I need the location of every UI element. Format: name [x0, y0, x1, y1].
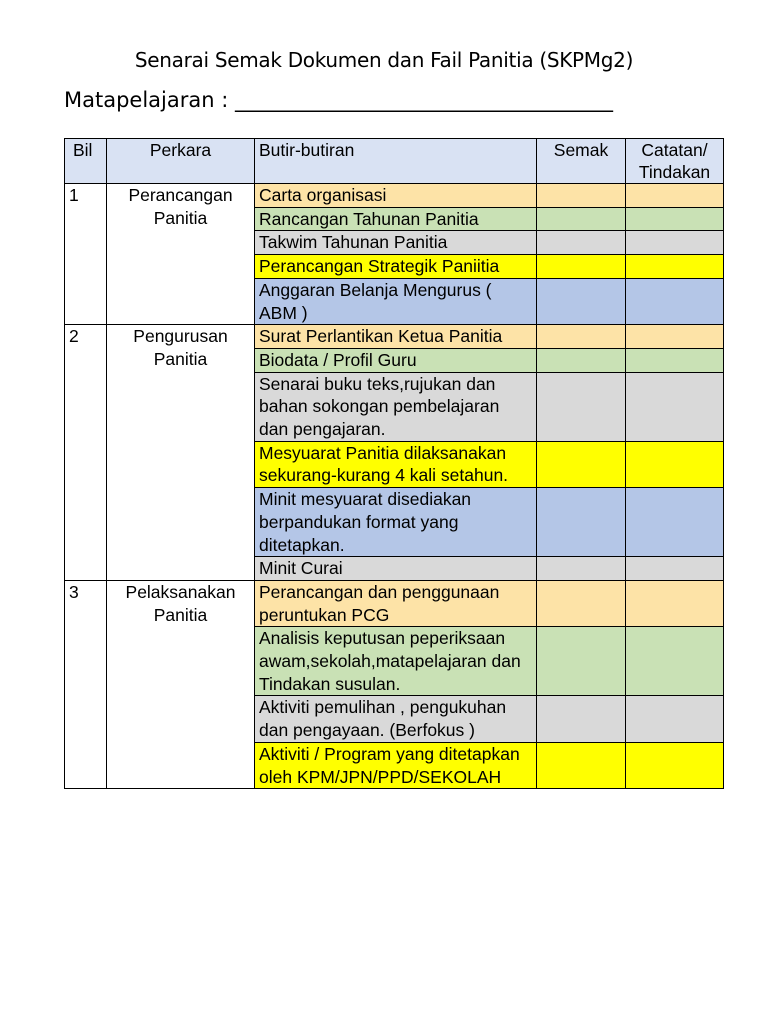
- catatan-cell[interactable]: [626, 207, 724, 231]
- catatan-cell[interactable]: [626, 441, 724, 487]
- checklist-item: Aktiviti pemulihan , pengukuhan dan pengayaan. (Berfokus ): [255, 696, 537, 742]
- checklist-item: Aktiviti / Program yang ditetapkan oleh KPM/JPN/PPD/SEKOLAH: [255, 742, 537, 788]
- checklist-item: Surat Perlantikan Ketua Panitia: [255, 325, 537, 349]
- checklist-body: [65, 184, 724, 789]
- checklist-item: Mesyuarat Panitia dilaksanakan sekurang-kurang 4 kali setahun.: [255, 441, 537, 487]
- header-catatan: Catatan/ Tindakan: [626, 139, 724, 184]
- catatan-cell[interactable]: [626, 184, 724, 208]
- semak-cell[interactable]: [537, 488, 626, 557]
- checklist-item: Minit Curai: [255, 557, 537, 581]
- checklist-item: Senarai buku teks,rujukan dan bahan sokongan pembelajaran dan pengajaran.: [255, 372, 537, 441]
- subject-field-label: Matapelajaran : ____________________________________: [64, 88, 613, 112]
- semak-cell[interactable]: [537, 372, 626, 441]
- semak-cell[interactable]: [537, 580, 626, 626]
- document-title: Senarai Semak Dokumen dan Fail Panitia (SKPMg2): [134, 48, 634, 72]
- table-header-row: [65, 139, 724, 184]
- checklist-item: Minit mesyuarat disediakan berpandukan format yang ditetapkan.: [255, 488, 537, 557]
- semak-cell[interactable]: [537, 441, 626, 487]
- catatan-cell[interactable]: [626, 348, 724, 372]
- checklist-item: Anggaran Belanja Mengurus ( ABM ): [255, 278, 537, 324]
- header-bil: Bil: [65, 139, 107, 184]
- catatan-cell[interactable]: [626, 325, 724, 349]
- semak-cell[interactable]: [537, 255, 626, 279]
- section-number: 2: [65, 325, 107, 581]
- checklist-item: Carta organisasi: [255, 184, 537, 208]
- catatan-cell[interactable]: [626, 278, 724, 324]
- semak-cell[interactable]: [537, 184, 626, 208]
- header-semak: Semak: [537, 139, 626, 184]
- section-perkara: Perancangan Panitia: [107, 184, 255, 325]
- semak-cell[interactable]: [537, 557, 626, 581]
- checklist-item: Analisis keputusan peperiksaan awam,sekolah,matapelajaran dan Tindakan susulan.: [255, 627, 537, 696]
- checklist-item: Perancangan dan penggunaan peruntukan PCG: [255, 580, 537, 626]
- semak-cell[interactable]: [537, 325, 626, 349]
- catatan-cell[interactable]: [626, 557, 724, 581]
- section-perkara: Pelaksanakan Panitia: [107, 580, 255, 788]
- table-row: [65, 580, 724, 626]
- semak-cell[interactable]: [537, 278, 626, 324]
- semak-cell[interactable]: [537, 696, 626, 742]
- checklist-item: Rancangan Tahunan Panitia: [255, 207, 537, 231]
- catatan-cell[interactable]: [626, 372, 724, 441]
- semak-cell[interactable]: [537, 627, 626, 696]
- semak-cell[interactable]: [537, 207, 626, 231]
- semak-cell[interactable]: [537, 348, 626, 372]
- checklist-table: [64, 138, 724, 789]
- catatan-cell[interactable]: [626, 580, 724, 626]
- section-perkara: Pengurusan Panitia: [107, 325, 255, 581]
- semak-cell[interactable]: [537, 231, 626, 255]
- catatan-cell[interactable]: [626, 696, 724, 742]
- catatan-cell[interactable]: [626, 488, 724, 557]
- header-butir: Butir-butiran: [255, 139, 537, 184]
- section-number: 1: [65, 184, 107, 325]
- catatan-cell[interactable]: [626, 255, 724, 279]
- checklist-item: Takwim Tahunan Panitia: [255, 231, 537, 255]
- checklist-item: Biodata / Profil Guru: [255, 348, 537, 372]
- catatan-cell[interactable]: [626, 742, 724, 788]
- checklist-item: Perancangan Strategik Paniitia: [255, 255, 537, 279]
- catatan-cell[interactable]: [626, 627, 724, 696]
- catatan-cell[interactable]: [626, 231, 724, 255]
- table-row: [65, 325, 724, 349]
- semak-cell[interactable]: [537, 742, 626, 788]
- header-perkara: Perkara: [107, 139, 255, 184]
- section-number: 3: [65, 580, 107, 788]
- table-row: [65, 184, 724, 208]
